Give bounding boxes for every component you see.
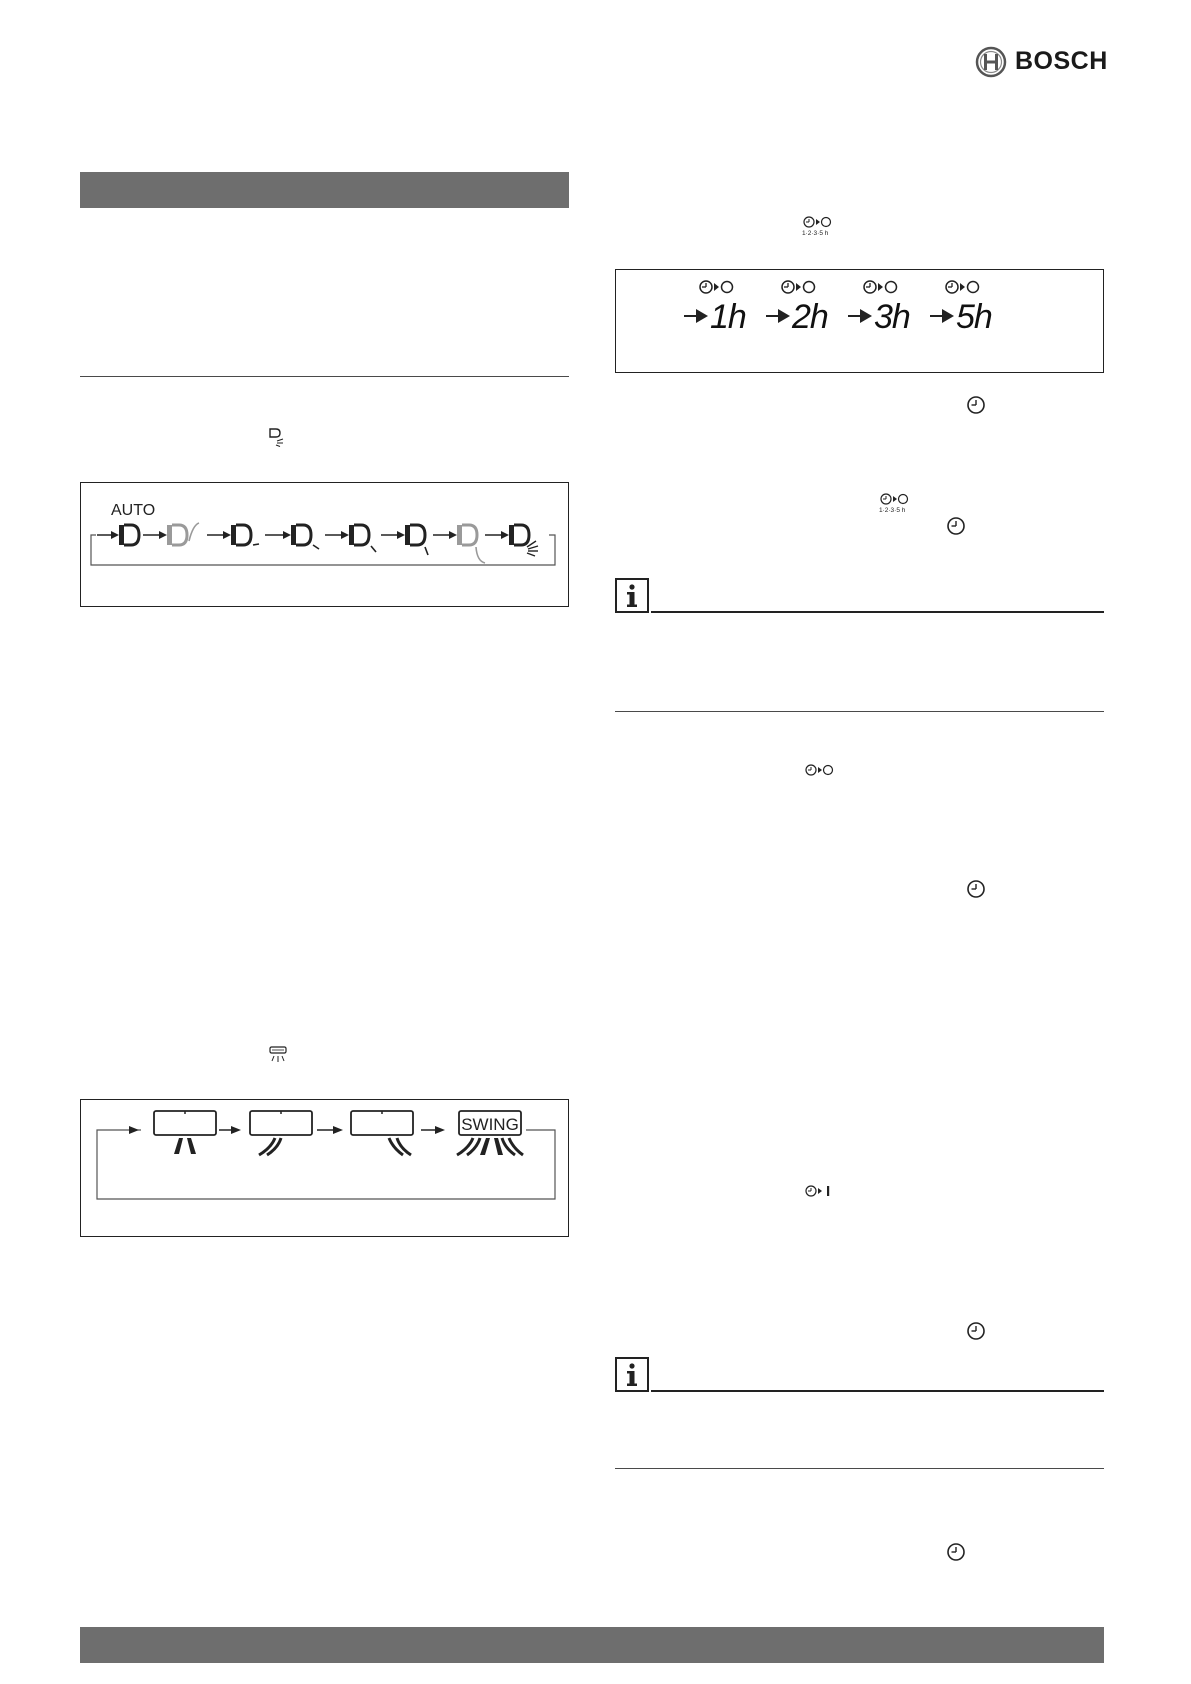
fan-step-low [207,525,259,545]
fan-step-medium [325,525,376,552]
timer-off-hours-icon [878,492,912,514]
timer-sequence-figure [615,269,1104,373]
fan-step-high-faded [433,525,485,563]
timer-off-icon [700,281,733,293]
clock-icon [966,879,986,899]
airflow-sequence-figure [80,1099,569,1237]
airflow-step-swing [457,1111,523,1155]
section-divider [615,1468,1104,1469]
fan-step-quiet [143,523,199,545]
timer-off-icon [803,763,837,777]
airflow-arrow-1 [219,1126,241,1134]
timer-hours-caption: 1·2·3·5 h [879,507,906,514]
timer-step-1h [684,281,746,336]
section-divider [615,711,1104,712]
brand-name: BOSCH [1015,47,1108,75]
info-note [615,578,1104,614]
timer-step-2h [766,281,828,336]
timer-hours-caption: 1·2·3·5 h [802,230,829,237]
airflow-step-left [250,1111,312,1155]
footer-bar [80,1627,1104,1663]
fan-step-auto [97,525,139,545]
brand-logo [975,46,1115,78]
airflow-arrow-2 [317,1126,343,1134]
timer-arrow [684,309,708,323]
auto-label: AUTO [111,502,156,519]
fan-step-medium-low [265,525,319,549]
bosch-armature-icon [975,46,1007,78]
timer-on-icon [803,1184,837,1198]
clock-icon [946,1542,966,1562]
fan-speed-sequence-figure [80,482,569,607]
fan-speed-icon [268,427,286,447]
airflow-direction-icon [268,1045,288,1063]
info-icon [615,578,649,613]
timer-step-label: 3h [874,298,910,336]
timer-arrow [848,309,872,323]
airflow-step-vertical [154,1111,216,1154]
info-icon [615,1357,649,1392]
timer-step-5h [930,281,992,336]
timer-off-icon [782,281,815,293]
swing-label: SWING [461,1115,519,1134]
fan-step-medium-high [381,525,428,555]
section-divider [80,376,569,377]
clock-icon [966,395,986,415]
timer-step-label: 5h [956,298,992,336]
timer-step-3h [848,281,910,336]
timer-off-icon [864,281,897,293]
timer-off-icon [946,281,979,293]
airflow-arrow-3 [421,1126,445,1134]
timer-step-label: 1h [710,298,746,336]
timer-step-label: 2h [792,298,828,336]
timer-arrow [930,309,954,323]
fan-step-turbo [485,525,538,556]
section-header-bar [80,172,569,208]
clock-icon [966,1321,986,1341]
clock-icon [946,516,966,536]
airflow-step-right [351,1111,413,1155]
timer-arrow [766,309,790,323]
timer-off-hours-icon [801,215,835,237]
info-note [615,1357,1104,1393]
